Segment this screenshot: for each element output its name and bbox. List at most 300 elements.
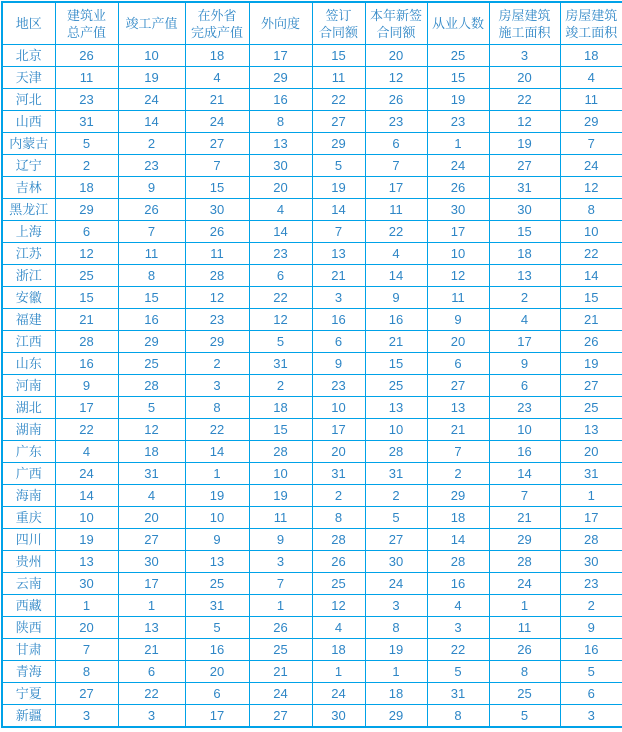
value-cell-employees: 11 bbox=[427, 287, 489, 309]
column-header-signed-contracts-line: 合同额 bbox=[318, 24, 358, 40]
value-cell-outside-output: 11 bbox=[185, 243, 249, 265]
value-cell-construction-area: 14 bbox=[489, 463, 560, 485]
value-cell-construction-area: 28 bbox=[489, 551, 560, 573]
value-cell-employees: 31 bbox=[427, 683, 489, 705]
value-cell-employees: 3 bbox=[427, 617, 489, 639]
value-cell-new-contracts: 4 bbox=[365, 243, 427, 265]
value-cell-completed-output: 20 bbox=[118, 507, 185, 529]
value-cell-outside-output: 7 bbox=[185, 155, 249, 177]
table-row bbox=[2, 375, 622, 397]
region-cell: 江西 bbox=[2, 331, 55, 353]
value-cell-employees: 15 bbox=[427, 67, 489, 89]
region-cell: 云南 bbox=[2, 573, 55, 595]
value-cell-completed-output: 22 bbox=[118, 683, 185, 705]
value-cell-signed-contracts: 25 bbox=[312, 573, 365, 595]
value-cell-new-contracts: 9 bbox=[365, 287, 427, 309]
value-cell-signed-contracts: 19 bbox=[312, 177, 365, 199]
value-cell-completed-output: 14 bbox=[118, 111, 185, 133]
value-cell-completed-area: 12 bbox=[560, 177, 622, 199]
region-cell: 青海 bbox=[2, 661, 55, 683]
value-cell-outside-output: 28 bbox=[185, 265, 249, 287]
value-cell-construction-area: 26 bbox=[489, 639, 560, 661]
value-cell-employees: 28 bbox=[427, 551, 489, 573]
value-cell-employees: 21 bbox=[427, 419, 489, 441]
value-cell-completed-output: 23 bbox=[118, 155, 185, 177]
value-cell-total-output: 4 bbox=[55, 441, 118, 463]
value-cell-outward-degree: 27 bbox=[249, 705, 312, 728]
value-cell-new-contracts: 21 bbox=[365, 331, 427, 353]
value-cell-construction-area: 8 bbox=[489, 661, 560, 683]
value-cell-outward-degree: 17 bbox=[249, 45, 312, 67]
column-header-construction-area-line: 施工面积 bbox=[498, 24, 551, 40]
value-cell-construction-area: 25 bbox=[489, 683, 560, 705]
table-row bbox=[2, 683, 622, 705]
value-cell-completed-area: 5 bbox=[560, 661, 622, 683]
value-cell-employees: 22 bbox=[427, 639, 489, 661]
value-cell-signed-contracts: 22 bbox=[312, 89, 365, 111]
value-cell-new-contracts: 2 bbox=[365, 485, 427, 507]
value-cell-completed-output: 4 bbox=[118, 485, 185, 507]
value-cell-outward-degree: 19 bbox=[249, 485, 312, 507]
value-cell-signed-contracts: 23 bbox=[312, 375, 365, 397]
value-cell-total-output: 22 bbox=[55, 419, 118, 441]
value-cell-construction-area: 31 bbox=[489, 177, 560, 199]
value-cell-construction-area: 7 bbox=[489, 485, 560, 507]
value-cell-signed-contracts: 8 bbox=[312, 507, 365, 529]
value-cell-completed-area: 22 bbox=[560, 243, 622, 265]
value-cell-construction-area: 12 bbox=[489, 111, 560, 133]
value-cell-completed-output: 3 bbox=[118, 705, 185, 728]
table-row bbox=[2, 507, 622, 529]
column-header-construction-area-line: 房屋建筑 bbox=[498, 7, 551, 23]
value-cell-signed-contracts: 17 bbox=[312, 419, 365, 441]
value-cell-outside-output: 10 bbox=[185, 507, 249, 529]
value-cell-employees: 27 bbox=[427, 375, 489, 397]
value-cell-signed-contracts: 30 bbox=[312, 705, 365, 728]
value-cell-completed-area: 31 bbox=[560, 463, 622, 485]
value-cell-outward-degree: 9 bbox=[249, 529, 312, 551]
table-row bbox=[2, 529, 622, 551]
table-row bbox=[2, 221, 622, 243]
value-cell-outward-degree: 5 bbox=[249, 331, 312, 353]
table-row bbox=[2, 309, 622, 331]
region-cell: 海南 bbox=[2, 485, 55, 507]
value-cell-employees: 7 bbox=[427, 441, 489, 463]
value-cell-outside-output: 5 bbox=[185, 617, 249, 639]
value-cell-outside-output: 1 bbox=[185, 463, 249, 485]
value-cell-outside-output: 12 bbox=[185, 287, 249, 309]
table-row bbox=[2, 573, 622, 595]
value-cell-signed-contracts: 14 bbox=[312, 199, 365, 221]
table-row bbox=[2, 67, 622, 89]
value-cell-outside-output: 14 bbox=[185, 441, 249, 463]
value-cell-outward-degree: 10 bbox=[249, 463, 312, 485]
value-cell-total-output: 10 bbox=[55, 507, 118, 529]
region-cell: 安徽 bbox=[2, 287, 55, 309]
value-cell-completed-area: 1 bbox=[560, 485, 622, 507]
value-cell-completed-output: 7 bbox=[118, 221, 185, 243]
value-cell-construction-area: 3 bbox=[489, 45, 560, 67]
value-cell-new-contracts: 13 bbox=[365, 397, 427, 419]
value-cell-signed-contracts: 18 bbox=[312, 639, 365, 661]
value-cell-employees: 4 bbox=[427, 595, 489, 617]
value-cell-employees: 12 bbox=[427, 265, 489, 287]
value-cell-completed-output: 15 bbox=[118, 287, 185, 309]
value-cell-signed-contracts: 10 bbox=[312, 397, 365, 419]
value-cell-new-contracts: 30 bbox=[365, 551, 427, 573]
column-header-outside-output-line: 在外省 bbox=[197, 7, 237, 23]
value-cell-total-output: 14 bbox=[55, 485, 118, 507]
value-cell-signed-contracts: 29 bbox=[312, 133, 365, 155]
value-cell-outward-degree: 18 bbox=[249, 397, 312, 419]
value-cell-outside-output: 24 bbox=[185, 111, 249, 133]
value-cell-outside-output: 4 bbox=[185, 67, 249, 89]
value-cell-total-output: 15 bbox=[55, 287, 118, 309]
value-cell-construction-area: 4 bbox=[489, 309, 560, 331]
value-cell-completed-area: 7 bbox=[560, 133, 622, 155]
region-cell: 湖南 bbox=[2, 419, 55, 441]
value-cell-outward-degree: 14 bbox=[249, 221, 312, 243]
value-cell-new-contracts: 20 bbox=[365, 45, 427, 67]
region-cell: 上海 bbox=[2, 221, 55, 243]
column-header-new-contracts-line: 合同额 bbox=[376, 24, 416, 40]
value-cell-new-contracts: 15 bbox=[365, 353, 427, 375]
table-header bbox=[2, 2, 622, 45]
value-cell-completed-output: 16 bbox=[118, 309, 185, 331]
value-cell-total-output: 19 bbox=[55, 529, 118, 551]
table-row bbox=[2, 617, 622, 639]
value-cell-signed-contracts: 12 bbox=[312, 595, 365, 617]
value-cell-outside-output: 22 bbox=[185, 419, 249, 441]
value-cell-outside-output: 19 bbox=[185, 485, 249, 507]
value-cell-completed-output: 24 bbox=[118, 89, 185, 111]
column-header-outward-degree bbox=[249, 2, 312, 45]
value-cell-completed-area: 21 bbox=[560, 309, 622, 331]
value-cell-new-contracts: 8 bbox=[365, 617, 427, 639]
value-cell-outward-degree: 1 bbox=[249, 595, 312, 617]
table-row bbox=[2, 199, 622, 221]
value-cell-new-contracts: 24 bbox=[365, 573, 427, 595]
value-cell-completed-output: 19 bbox=[118, 67, 185, 89]
value-cell-employees: 20 bbox=[427, 331, 489, 353]
value-cell-employees: 17 bbox=[427, 221, 489, 243]
value-cell-completed-area: 8 bbox=[560, 199, 622, 221]
value-cell-completed-area: 13 bbox=[560, 419, 622, 441]
value-cell-outward-degree: 20 bbox=[249, 177, 312, 199]
value-cell-completed-area: 26 bbox=[560, 331, 622, 353]
value-cell-new-contracts: 22 bbox=[365, 221, 427, 243]
value-cell-outward-degree: 11 bbox=[249, 507, 312, 529]
value-cell-completed-output: 31 bbox=[118, 463, 185, 485]
region-cell: 新疆 bbox=[2, 705, 55, 728]
value-cell-construction-area: 17 bbox=[489, 331, 560, 353]
value-cell-employees: 30 bbox=[427, 199, 489, 221]
value-cell-completed-output: 13 bbox=[118, 617, 185, 639]
value-cell-total-output: 28 bbox=[55, 331, 118, 353]
value-cell-new-contracts: 19 bbox=[365, 639, 427, 661]
value-cell-outward-degree: 28 bbox=[249, 441, 312, 463]
value-cell-signed-contracts: 1 bbox=[312, 661, 365, 683]
value-cell-outside-output: 15 bbox=[185, 177, 249, 199]
table-row bbox=[2, 639, 622, 661]
value-cell-construction-area: 9 bbox=[489, 353, 560, 375]
value-cell-completed-area: 20 bbox=[560, 441, 622, 463]
value-cell-new-contracts: 10 bbox=[365, 419, 427, 441]
value-cell-outward-degree: 3 bbox=[249, 551, 312, 573]
value-cell-signed-contracts: 28 bbox=[312, 529, 365, 551]
value-cell-outward-degree: 2 bbox=[249, 375, 312, 397]
region-cell: 山西 bbox=[2, 111, 55, 133]
region-cell: 西藏 bbox=[2, 595, 55, 617]
value-cell-outward-degree: 30 bbox=[249, 155, 312, 177]
value-cell-completed-area: 27 bbox=[560, 375, 622, 397]
value-cell-completed-output: 9 bbox=[118, 177, 185, 199]
value-cell-outward-degree: 23 bbox=[249, 243, 312, 265]
value-cell-outward-degree: 13 bbox=[249, 133, 312, 155]
region-cell: 四川 bbox=[2, 529, 55, 551]
value-cell-construction-area: 16 bbox=[489, 441, 560, 463]
table-row bbox=[2, 661, 622, 683]
value-cell-total-output: 31 bbox=[55, 111, 118, 133]
value-cell-signed-contracts: 6 bbox=[312, 331, 365, 353]
value-cell-signed-contracts: 4 bbox=[312, 617, 365, 639]
value-cell-outside-output: 16 bbox=[185, 639, 249, 661]
value-cell-outward-degree: 15 bbox=[249, 419, 312, 441]
value-cell-new-contracts: 27 bbox=[365, 529, 427, 551]
value-cell-employees: 25 bbox=[427, 45, 489, 67]
value-cell-completed-output: 6 bbox=[118, 661, 185, 683]
table-row bbox=[2, 45, 622, 67]
value-cell-total-output: 12 bbox=[55, 243, 118, 265]
value-cell-outward-degree: 16 bbox=[249, 89, 312, 111]
value-cell-completed-output: 18 bbox=[118, 441, 185, 463]
value-cell-employees: 18 bbox=[427, 507, 489, 529]
value-cell-signed-contracts: 9 bbox=[312, 353, 365, 375]
header-row bbox=[2, 2, 622, 45]
value-cell-new-contracts: 6 bbox=[365, 133, 427, 155]
column-header-total-output-line: 总产值 bbox=[66, 24, 106, 40]
value-cell-completed-area: 6 bbox=[560, 683, 622, 705]
value-cell-construction-area: 2 bbox=[489, 287, 560, 309]
value-cell-completed-output: 11 bbox=[118, 243, 185, 265]
table-row bbox=[2, 485, 622, 507]
value-cell-total-output: 9 bbox=[55, 375, 118, 397]
table-row bbox=[2, 243, 622, 265]
value-cell-outside-output: 26 bbox=[185, 221, 249, 243]
value-cell-outside-output: 13 bbox=[185, 551, 249, 573]
value-cell-employees: 24 bbox=[427, 155, 489, 177]
value-cell-completed-area: 4 bbox=[560, 67, 622, 89]
value-cell-signed-contracts: 11 bbox=[312, 67, 365, 89]
value-cell-signed-contracts: 24 bbox=[312, 683, 365, 705]
value-cell-outside-output: 9 bbox=[185, 529, 249, 551]
value-cell-employees: 13 bbox=[427, 397, 489, 419]
value-cell-completed-area: 3 bbox=[560, 705, 622, 728]
column-header-region bbox=[2, 2, 55, 45]
table-row bbox=[2, 331, 622, 353]
value-cell-outside-output: 3 bbox=[185, 375, 249, 397]
value-cell-construction-area: 18 bbox=[489, 243, 560, 265]
value-cell-new-contracts: 1 bbox=[365, 661, 427, 683]
value-cell-construction-area: 15 bbox=[489, 221, 560, 243]
value-cell-total-output: 1 bbox=[55, 595, 118, 617]
value-cell-construction-area: 27 bbox=[489, 155, 560, 177]
value-cell-completed-output: 30 bbox=[118, 551, 185, 573]
region-cell: 湖北 bbox=[2, 397, 55, 419]
value-cell-outside-output: 31 bbox=[185, 595, 249, 617]
value-cell-total-output: 16 bbox=[55, 353, 118, 375]
value-cell-completed-area: 9 bbox=[560, 617, 622, 639]
value-cell-signed-contracts: 20 bbox=[312, 441, 365, 463]
column-header-signed-contracts-line: 签订 bbox=[325, 7, 352, 23]
value-cell-completed-output: 28 bbox=[118, 375, 185, 397]
column-header-outside-output-line: 完成产值 bbox=[190, 24, 243, 40]
column-header-new-contracts bbox=[365, 2, 427, 45]
value-cell-outward-degree: 7 bbox=[249, 573, 312, 595]
value-cell-construction-area: 1 bbox=[489, 595, 560, 617]
value-cell-outside-output: 30 bbox=[185, 199, 249, 221]
region-cell: 甘肃 bbox=[2, 639, 55, 661]
value-cell-signed-contracts: 27 bbox=[312, 111, 365, 133]
value-cell-completed-output: 27 bbox=[118, 529, 185, 551]
value-cell-outward-degree: 6 bbox=[249, 265, 312, 287]
value-cell-completed-area: 15 bbox=[560, 287, 622, 309]
value-cell-completed-area: 11 bbox=[560, 89, 622, 111]
value-cell-total-output: 18 bbox=[55, 177, 118, 199]
value-cell-employees: 9 bbox=[427, 309, 489, 331]
region-cell: 内蒙古 bbox=[2, 133, 55, 155]
value-cell-outside-output: 18 bbox=[185, 45, 249, 67]
value-cell-employees: 16 bbox=[427, 573, 489, 595]
region-cell: 宁夏 bbox=[2, 683, 55, 705]
value-cell-total-output: 7 bbox=[55, 639, 118, 661]
value-cell-new-contracts: 29 bbox=[365, 705, 427, 728]
table-row bbox=[2, 397, 622, 419]
value-cell-completed-output: 12 bbox=[118, 419, 185, 441]
value-cell-total-output: 24 bbox=[55, 463, 118, 485]
table-row bbox=[2, 89, 622, 111]
region-cell: 浙江 bbox=[2, 265, 55, 287]
value-cell-signed-contracts: 5 bbox=[312, 155, 365, 177]
value-cell-employees: 19 bbox=[427, 89, 489, 111]
value-cell-construction-area: 30 bbox=[489, 199, 560, 221]
value-cell-total-output: 6 bbox=[55, 221, 118, 243]
value-cell-completed-area: 29 bbox=[560, 111, 622, 133]
value-cell-construction-area: 29 bbox=[489, 529, 560, 551]
value-cell-new-contracts: 11 bbox=[365, 199, 427, 221]
value-cell-construction-area: 11 bbox=[489, 617, 560, 639]
value-cell-completed-output: 8 bbox=[118, 265, 185, 287]
value-cell-outside-output: 20 bbox=[185, 661, 249, 683]
column-header-employees-line: 从业人数 bbox=[431, 16, 484, 31]
column-header-new-contracts-line: 本年新签 bbox=[369, 7, 422, 23]
value-cell-completed-output: 2 bbox=[118, 133, 185, 155]
value-cell-outward-degree: 26 bbox=[249, 617, 312, 639]
value-cell-new-contracts: 16 bbox=[365, 309, 427, 331]
value-cell-outside-output: 23 bbox=[185, 309, 249, 331]
table-row bbox=[2, 419, 622, 441]
value-cell-total-output: 11 bbox=[55, 67, 118, 89]
value-cell-total-output: 8 bbox=[55, 661, 118, 683]
value-cell-outward-degree: 31 bbox=[249, 353, 312, 375]
value-cell-completed-area: 17 bbox=[560, 507, 622, 529]
column-header-total-output-line: 建筑业 bbox=[66, 7, 106, 23]
value-cell-signed-contracts: 3 bbox=[312, 287, 365, 309]
column-header-outward-degree-line: 外向度 bbox=[260, 16, 300, 31]
value-cell-completed-area: 16 bbox=[560, 639, 622, 661]
value-cell-outside-output: 6 bbox=[185, 683, 249, 705]
column-header-completed-area bbox=[560, 2, 622, 45]
value-cell-total-output: 25 bbox=[55, 265, 118, 287]
value-cell-total-output: 5 bbox=[55, 133, 118, 155]
value-cell-outward-degree: 29 bbox=[249, 67, 312, 89]
value-cell-completed-output: 21 bbox=[118, 639, 185, 661]
value-cell-construction-area: 10 bbox=[489, 419, 560, 441]
value-cell-employees: 2 bbox=[427, 463, 489, 485]
value-cell-employees: 14 bbox=[427, 529, 489, 551]
value-cell-employees: 5 bbox=[427, 661, 489, 683]
value-cell-new-contracts: 17 bbox=[365, 177, 427, 199]
value-cell-outward-degree: 24 bbox=[249, 683, 312, 705]
value-cell-total-output: 29 bbox=[55, 199, 118, 221]
value-cell-employees: 23 bbox=[427, 111, 489, 133]
value-cell-outside-output: 29 bbox=[185, 331, 249, 353]
table-row bbox=[2, 287, 622, 309]
value-cell-new-contracts: 31 bbox=[365, 463, 427, 485]
value-cell-employees: 8 bbox=[427, 705, 489, 728]
region-cell: 吉林 bbox=[2, 177, 55, 199]
value-cell-outward-degree: 8 bbox=[249, 111, 312, 133]
region-cell: 福建 bbox=[2, 309, 55, 331]
value-cell-completed-area: 2 bbox=[560, 595, 622, 617]
table-row bbox=[2, 463, 622, 485]
column-header-completed-output bbox=[118, 2, 185, 45]
table-row bbox=[2, 155, 622, 177]
value-cell-signed-contracts: 21 bbox=[312, 265, 365, 287]
value-cell-employees: 1 bbox=[427, 133, 489, 155]
column-header-outside-output bbox=[185, 2, 249, 45]
value-cell-total-output: 2 bbox=[55, 155, 118, 177]
value-cell-outward-degree: 21 bbox=[249, 661, 312, 683]
value-cell-completed-area: 14 bbox=[560, 265, 622, 287]
column-header-completed-area-line: 竣工面积 bbox=[565, 24, 618, 40]
table-body bbox=[2, 45, 622, 728]
value-cell-new-contracts: 14 bbox=[365, 265, 427, 287]
region-cell: 陕西 bbox=[2, 617, 55, 639]
column-header-completed-area-line: 房屋建筑 bbox=[565, 7, 618, 23]
value-cell-new-contracts: 23 bbox=[365, 111, 427, 133]
value-cell-completed-area: 18 bbox=[560, 45, 622, 67]
value-cell-completed-area: 10 bbox=[560, 221, 622, 243]
value-cell-outward-degree: 12 bbox=[249, 309, 312, 331]
value-cell-completed-output: 5 bbox=[118, 397, 185, 419]
value-cell-outside-output: 25 bbox=[185, 573, 249, 595]
value-cell-construction-area: 5 bbox=[489, 705, 560, 728]
value-cell-new-contracts: 18 bbox=[365, 683, 427, 705]
value-cell-construction-area: 24 bbox=[489, 573, 560, 595]
value-cell-completed-area: 24 bbox=[560, 155, 622, 177]
value-cell-total-output: 30 bbox=[55, 573, 118, 595]
value-cell-signed-contracts: 7 bbox=[312, 221, 365, 243]
value-cell-completed-output: 10 bbox=[118, 45, 185, 67]
value-cell-completed-output: 29 bbox=[118, 331, 185, 353]
value-cell-new-contracts: 7 bbox=[365, 155, 427, 177]
value-cell-total-output: 23 bbox=[55, 89, 118, 111]
value-cell-construction-area: 19 bbox=[489, 133, 560, 155]
value-cell-signed-contracts: 2 bbox=[312, 485, 365, 507]
value-cell-completed-area: 19 bbox=[560, 353, 622, 375]
value-cell-construction-area: 21 bbox=[489, 507, 560, 529]
